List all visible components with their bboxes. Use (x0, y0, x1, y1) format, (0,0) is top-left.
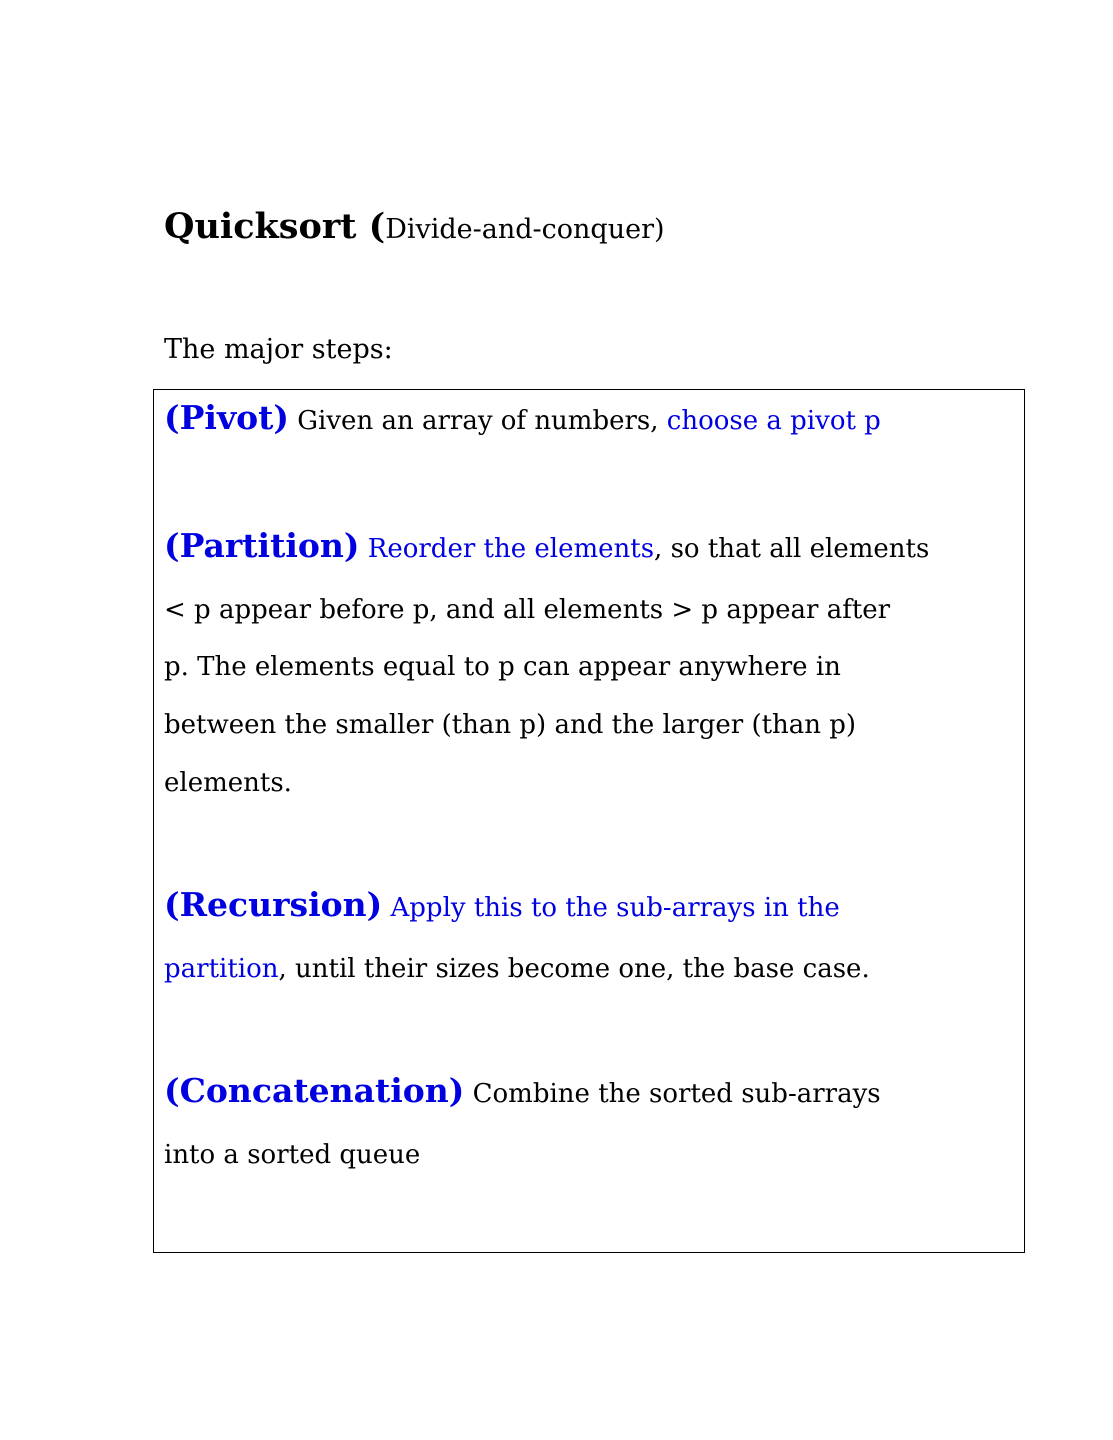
step-heading: (Concatenation) (164, 1071, 465, 1110)
title-bold: Quicksort ( (164, 206, 386, 247)
step-text: , until their sizes become one, the base case. (278, 954, 870, 984)
step-partition (164, 517, 929, 575)
step-pivot (164, 389, 881, 447)
step-text: , so that all elements (654, 534, 930, 564)
step-highlight: choose a pivot p (666, 406, 881, 436)
step-highlight: Apply this to the sub-arrays in the (382, 893, 840, 923)
step-heading: (Recursion) (164, 885, 383, 924)
step-heading: (Pivot) (164, 398, 290, 437)
step-text (164, 940, 870, 998)
step-text: into a sorted queue (164, 1140, 421, 1170)
page-title (164, 205, 665, 249)
step-text: p. The elements equal to p can appear anywhere in (164, 652, 841, 682)
step-text: between the smaller (than p) and the larger (than p) (164, 710, 857, 740)
intro-text: The major steps: (164, 334, 393, 365)
step-concatenation (164, 1062, 881, 1120)
title-subtitle: Divide-and-conquer) (385, 214, 665, 245)
step-recursion (164, 876, 840, 934)
step-text: < p appear before p, and all elements > p appear after (164, 595, 891, 625)
step-text: Combine the sorted sub-arrays (464, 1079, 881, 1109)
step-text: elements. (164, 768, 292, 798)
step-heading: (Partition) (164, 526, 360, 565)
step-highlight: partition (164, 954, 279, 984)
step-highlight: Reorder the elements (359, 534, 655, 564)
step-text: Given an array of numbers, (289, 406, 667, 436)
